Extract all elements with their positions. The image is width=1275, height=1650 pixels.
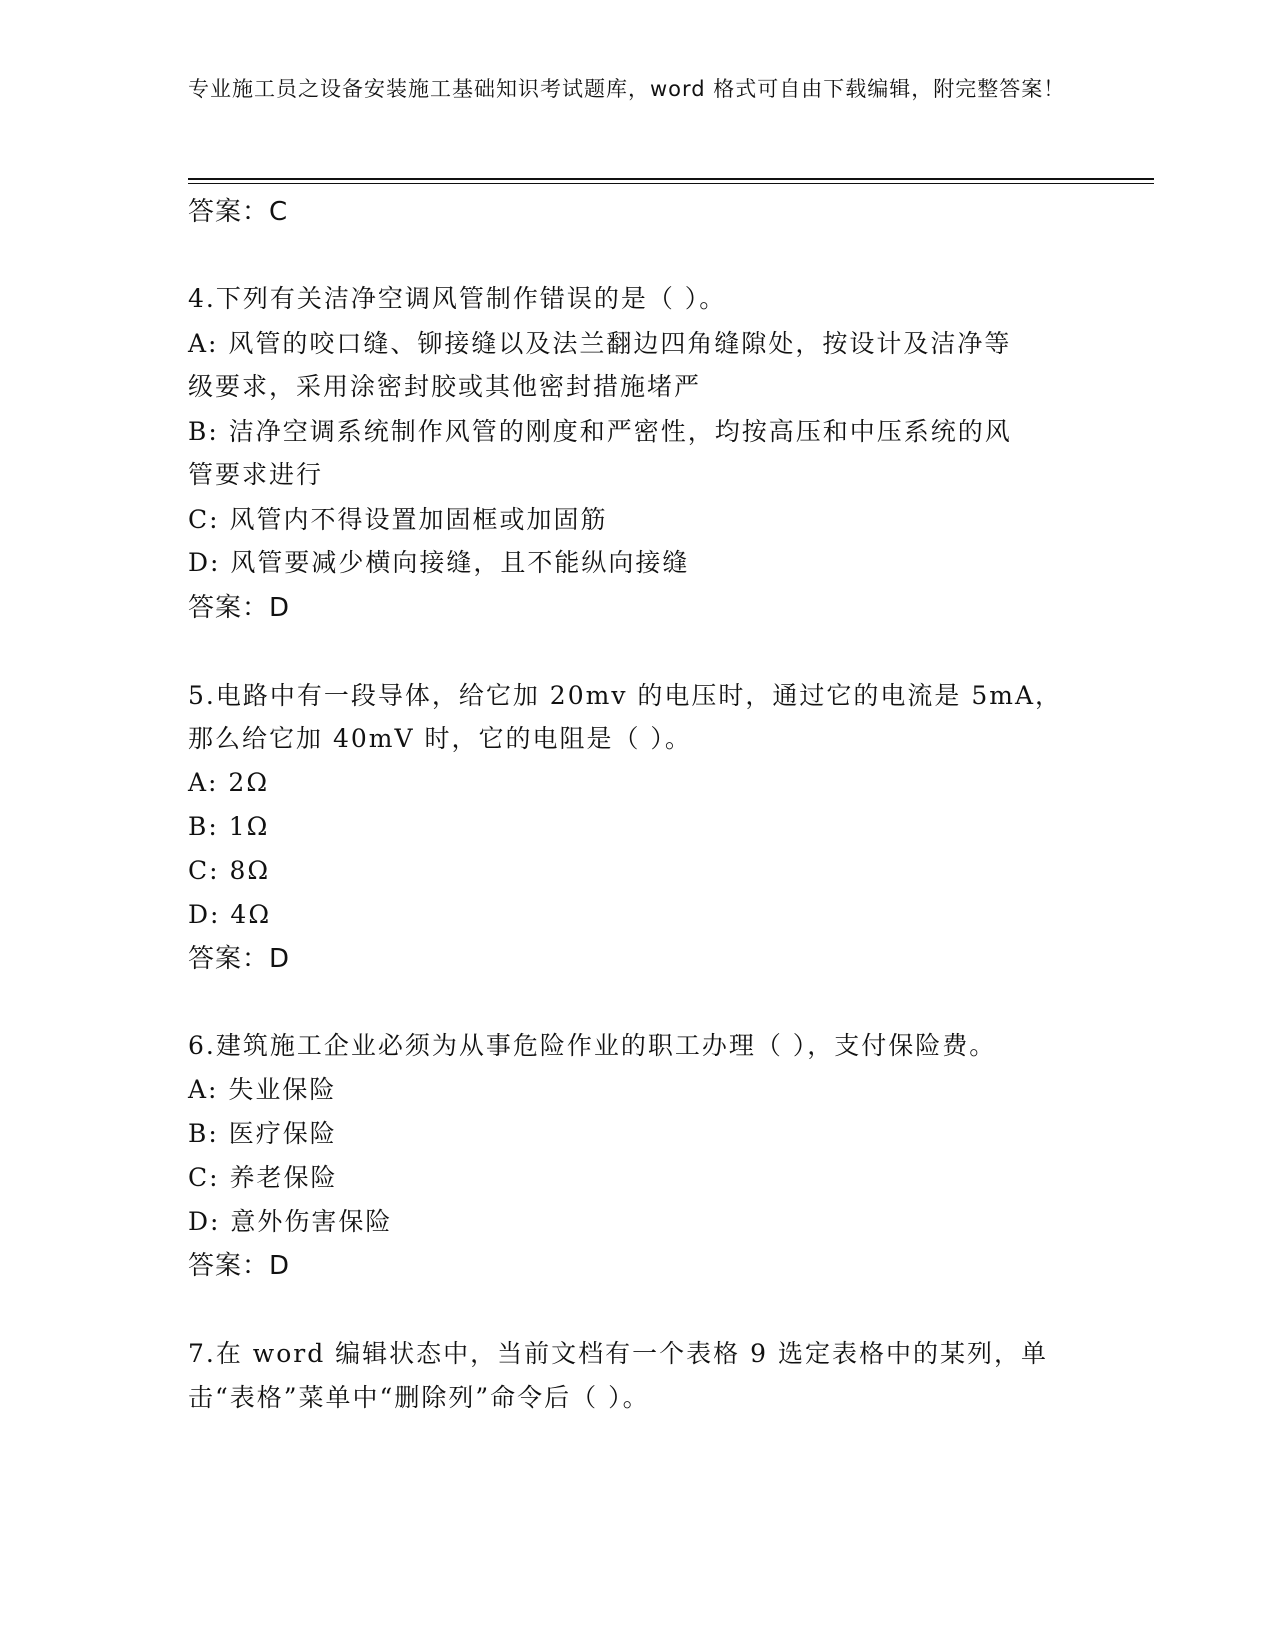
- question-4-stem: 4.下列有关洁净空调风管制作错误的是（ ）。: [188, 284, 727, 313]
- header-divider-thick: [188, 178, 1154, 180]
- question-6-option-b: B: 医疗保险: [188, 1119, 337, 1148]
- question-5-stem-line1: 5.电路中有一段导体，给它加 20mv 的电压时，通过它的电流是 5mA，: [188, 681, 1063, 710]
- answer-3: 答案：C: [188, 197, 289, 227]
- question-6-option-a: A: 失业保险: [188, 1075, 337, 1104]
- question-5-option-c: C: 8Ω: [188, 856, 271, 885]
- question-7-stem-line1: 7.在 word 编辑状态中，当前文档有一个表格 9 选定表格中的某列，单: [188, 1339, 1048, 1368]
- header-divider-thin: [188, 183, 1154, 184]
- question-4-option-c: C: 风管内不得设置加固框或加固筋: [188, 505, 608, 534]
- question-5-option-b: B: 1Ω: [188, 812, 270, 841]
- question-7-stem-line2: 击“表格”菜单中“删除列”命令后（ ）。: [188, 1383, 650, 1412]
- question-6-answer: 答案：D: [188, 1251, 291, 1281]
- question-5-option-d: D: 4Ω: [188, 900, 272, 929]
- question-4-option-b-line1: B: 洁净空调系统制作风管的刚度和严密性，均按高压和中压系统的风: [188, 417, 1012, 446]
- question-5-option-a: A: 2Ω: [188, 768, 270, 797]
- question-6-option-c: C: 养老保险: [188, 1163, 338, 1192]
- question-4-answer: 答案：D: [188, 593, 291, 623]
- question-4-option-b-line2: 管要求进行: [188, 460, 324, 489]
- question-4-option-a-line2: 级要求，采用涂密封胶或其他密封措施堵严: [188, 372, 702, 401]
- question-4-option-d: D: 风管要减少横向接缝，且不能纵向接缝: [188, 548, 690, 577]
- question-6-stem: 6.建筑施工企业必须为从事危险作业的职工办理（ ），支付保险费。: [188, 1031, 997, 1060]
- question-5-answer: 答案：D: [188, 944, 291, 974]
- question-5-stem-line2: 那么给它加 40mV 时，它的电阻是（ ）。: [188, 724, 692, 753]
- question-6-option-d: D: 意外伤害保险: [188, 1207, 393, 1236]
- page-header: 专业施工员之设备安装施工基础知识考试题库，word 格式可自由下载编辑，附完整答案！: [188, 77, 1066, 101]
- question-4-option-a-line1: A: 风管的咬口缝、铆接缝以及法兰翻边四角缝隙处，按设计及洁净等: [188, 329, 1012, 358]
